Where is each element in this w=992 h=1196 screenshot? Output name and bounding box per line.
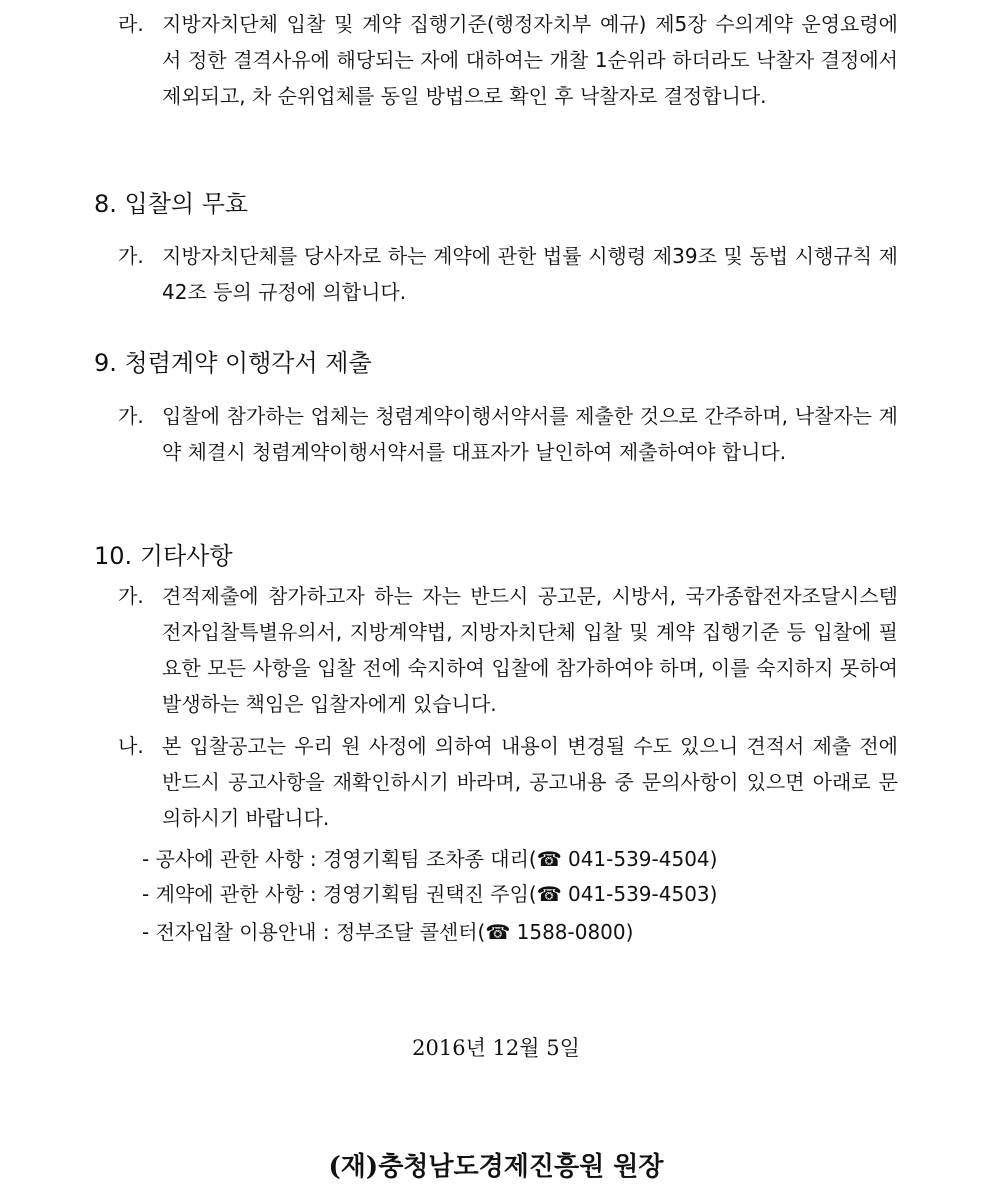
document-date: 2016년 12월 5일: [412, 1036, 580, 1060]
list-item-ra: [118, 6, 898, 114]
item-marker: 나.: [118, 734, 144, 758]
item-marker: 라.: [118, 12, 144, 36]
section-8-item-ga: [118, 238, 898, 310]
contact-contract: - 계약에 관한 사항 : 경영기획팀 권택진 주임(☎ 041-539-4503): [142, 882, 718, 906]
section-10-item-na: [118, 728, 898, 836]
section-9-item-ga: [118, 398, 898, 470]
section-10-item-ga: [118, 578, 898, 722]
item-marker: 가.: [118, 244, 144, 268]
item-marker: 가.: [118, 404, 144, 428]
item-text: 견적제출에 참가하고자 하는 자는 반드시 공고문, 시방서, 국가종합전자조달시스템 전자입찰특별유의서, 지방계약법, 지방자치단체 입찰 및 계약 집행기준 등 입찰에 필요한 모든 사항을 입찰 전에 숙지하여 입찰에 참가하여야 하며, 이를 숙지하지 못하여 발생하는 책임은 입찰자에게 있습니다.: [162, 584, 898, 716]
section-10-title: 10. 기타사항: [94, 542, 233, 570]
item-text: 지방자치단체를 당사자로 하는 계약에 관한 법률 시행령 제39조 및 동법 시행규칙 제42조 등의 규정에 의합니다.: [162, 244, 898, 304]
section-8-title: 8. 입찰의 무효: [94, 190, 249, 218]
contact-e-bidding: - 전자입찰 이용안내 : 정부조달 콜센터(☎ 1588-0800): [142, 920, 634, 944]
contact-construction: - 공사에 관한 사항 : 경영기획팀 조차종 대리(☎ 041-539-4504): [142, 847, 718, 871]
item-text: 지방자치단체 입찰 및 계약 집행기준(행정자치부 예규) 제5장 수의계약 운영요령에서 정한 결격사유에 해당되는 자에 대하여는 개찰 1순위라 하더라도 낙찰자 결정에서 제외되고, 차 순위업체를 동일 방법으로 확인 후 낙찰자로 결정합니다.: [162, 12, 898, 108]
section-9-title: 9. 청렴계약 이행각서 제출: [94, 349, 372, 377]
item-marker: 가.: [118, 584, 144, 608]
item-text: 입찰에 참가하는 업체는 청렴계약이행서약서를 제출한 것으로 간주하며, 낙찰자는 계약 체결시 청렴계약이행서약서를 대표자가 날인하여 제출하여야 합니다.: [162, 404, 898, 464]
signature-line: (재)충청남도경제진흥원 원장: [328, 1152, 664, 1182]
item-text: 본 입찰공고는 우리 원 사정에 의하여 내용이 변경될 수도 있으니 견적서 제출 전에 반드시 공고사항을 재확인하시기 바라며, 공고내용 중 문의사항이 있으면 아래로 문의하시기 바랍니다.: [162, 734, 898, 830]
